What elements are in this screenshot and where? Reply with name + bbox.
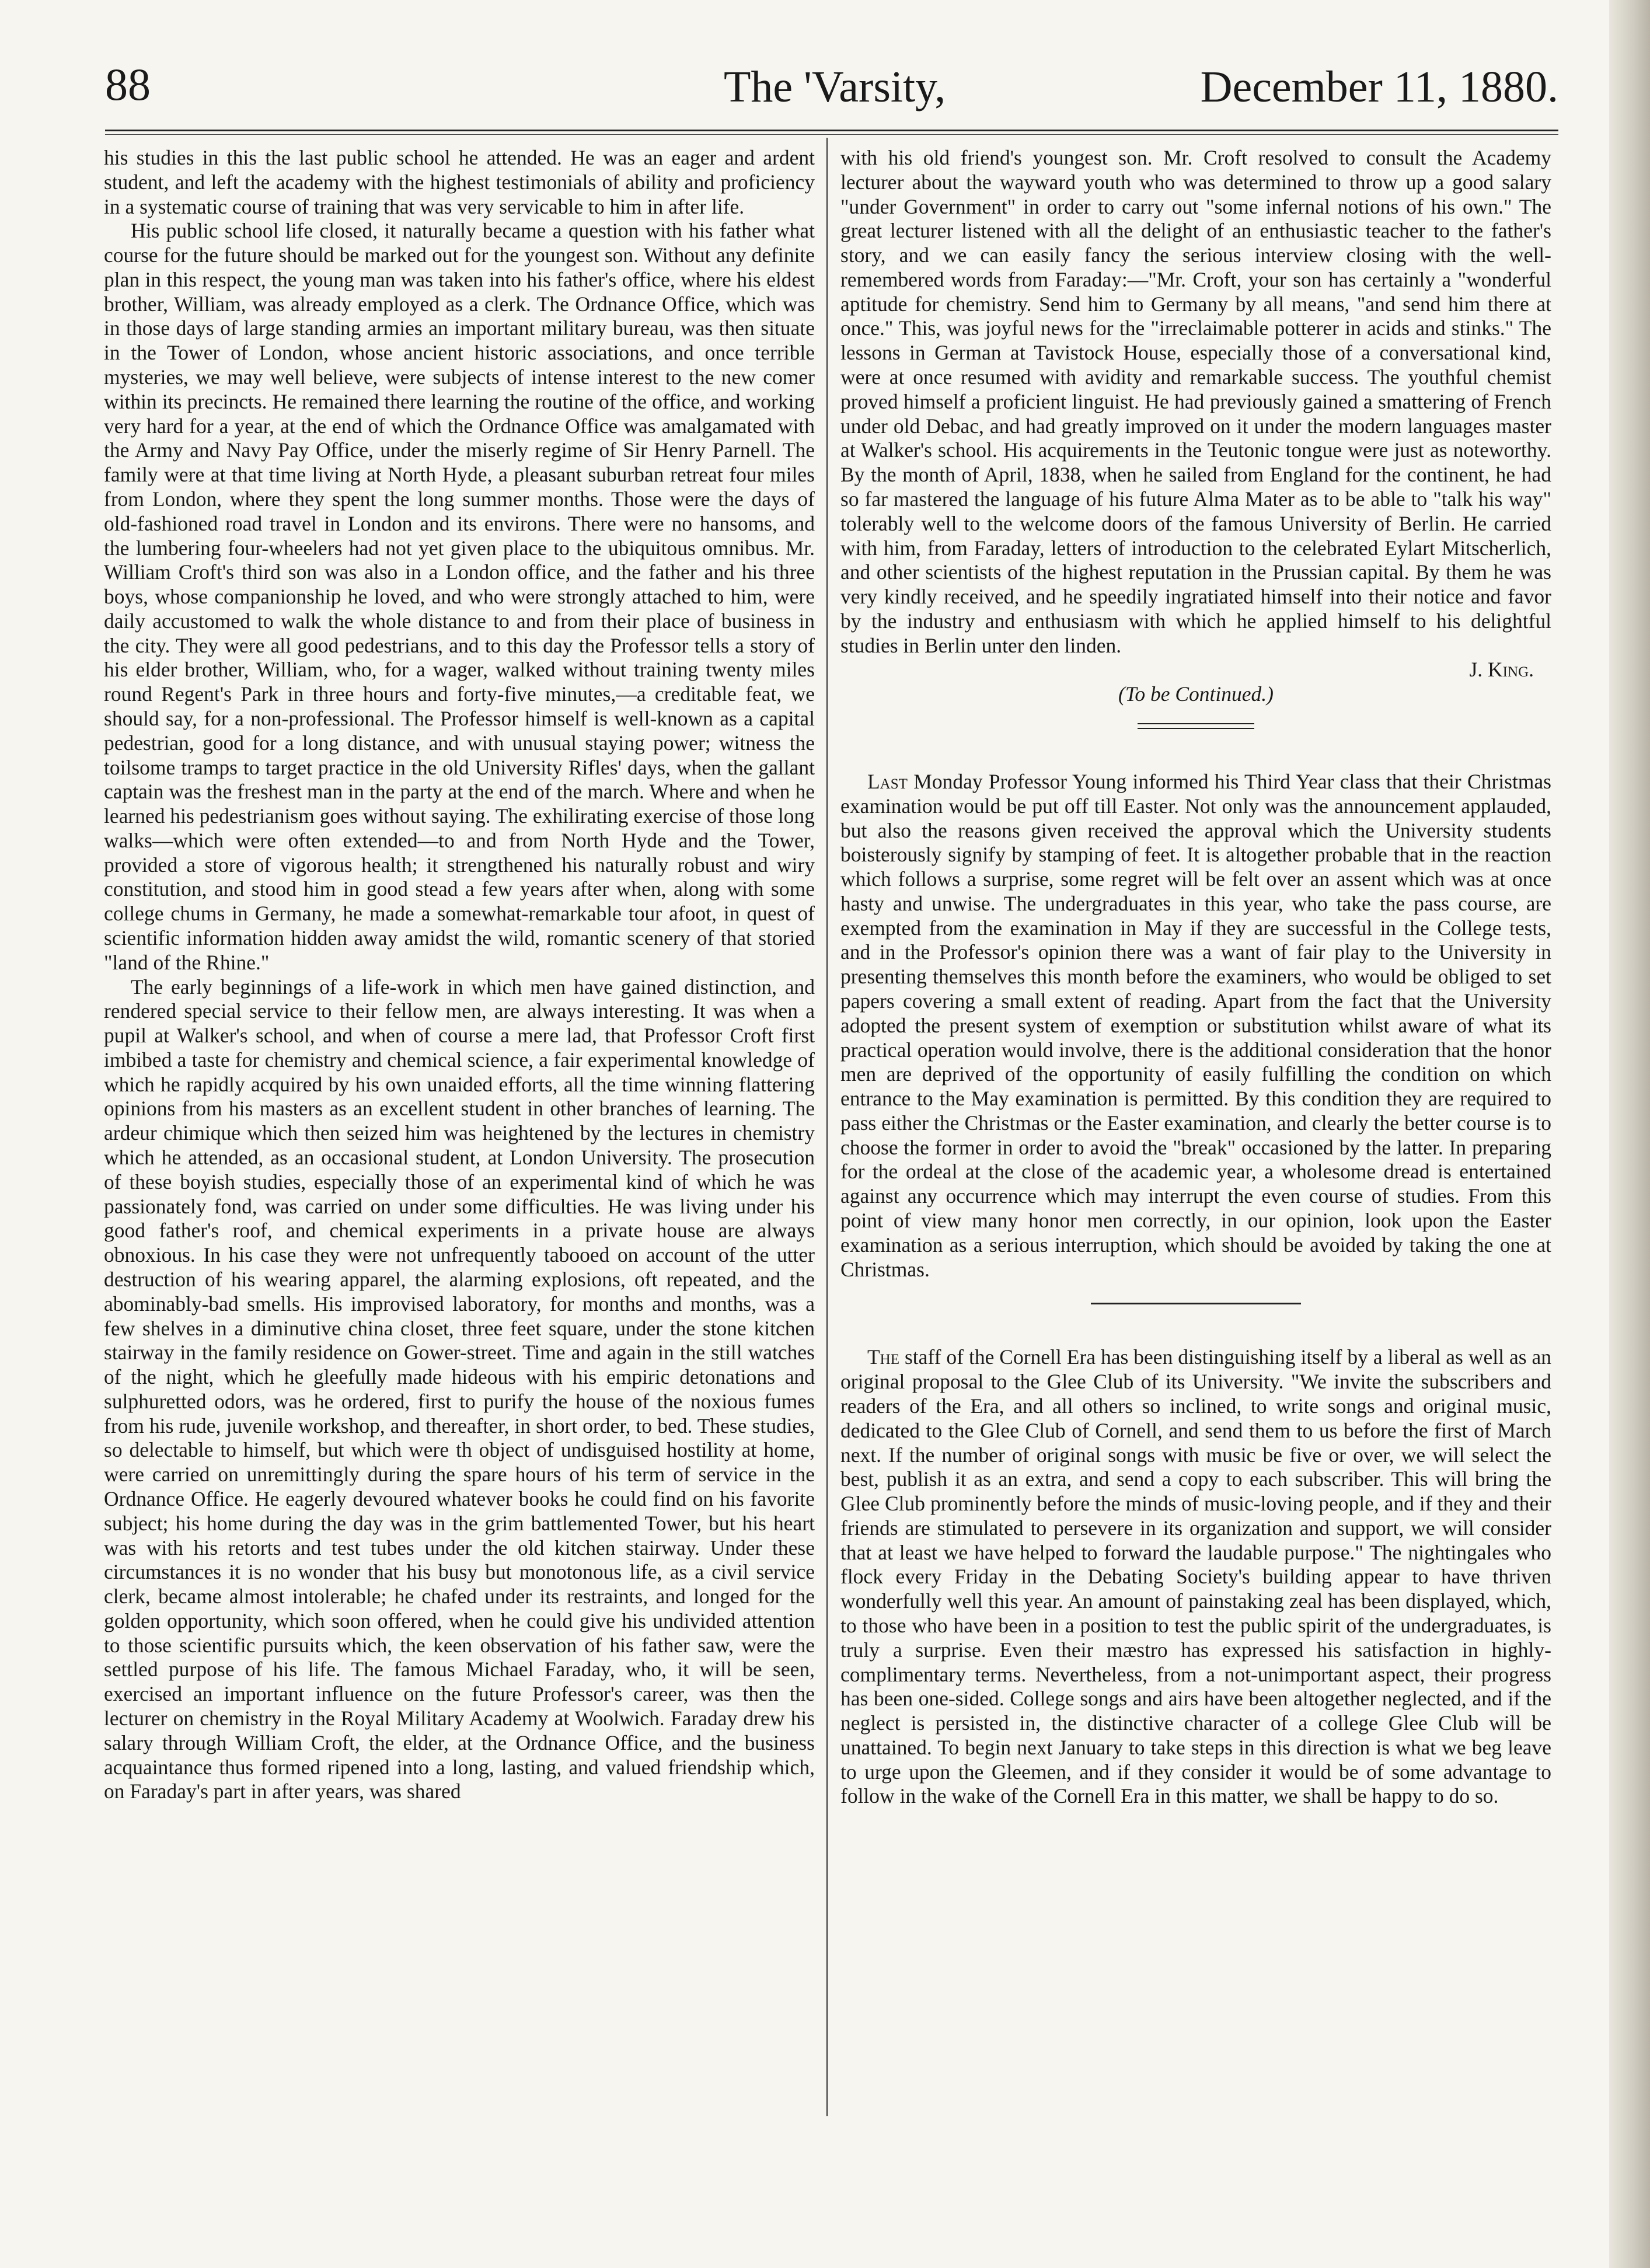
section-divider (1091, 1303, 1301, 1304)
news-item-christmas-exam (840, 770, 1551, 1282)
article-paragraph: His public school life closed, it naturally became a question with his father what course for the future should be marked out for the youngest son. Without any definite plan in this respect, the young man was taken into his father's office, where his eldest brother, William, was already employed as a clerk. The Ordnance Office, which was in those days of large standing armies an important military bureau, was then situate in the Tower of London, whose ancient historic associations, and once terrible mysteries, we may well believe, were subjects of intense interest to the new comer within its precincts. He remained there learning the routine of the office, and working very hard for a year, at the end of which the Ordnance Office was amalgamated with the Army and Navy Pay Office, under the miserly regime of Sir Henry Parnell. The family were at that time living at North Hyde, a pleasant suburban retreat four miles from London, where they spent the long summer months. Those were the days of old-fashioned road travel in London and its environs. There were no hansoms, and the lumbering four-wheelers had not yet given place to the ubiquitous omnibus. Mr. William Croft's third son was also in a London office, and the father and his three boys, whose companionship he loved, and who were strongly attached to him, were daily accustomed to walk the whole distance to and from their place of business in the city. They were all good pedestrians, and to this day the Professor tells a story of his elder brother, William, who, for a wager, walked without training twenty miles round Regent's Park in three hours and forty-five minutes,—a creditable feat, we should say, for a non-professional. The Professor himself is well-known as a capital pedestrian, good for a long distance, and with unusual staying power; witness the toilsome tramps to target practice in the old University Rifles' days, when the gallant captain was the freshest man in the party at the end of the march. Where and when he learned his pedestrianism goes without saying. The exhilirating exercise of those long walks—which were often extended—to and from North Hyde and the Tower, provided a store of vigorous health; it strengthened his naturally robust and wiry constitution, and stood him in good stead a few years after when, along with some college chums in Germany, he made a somewhat-remarkable tour afoot, in quest of scientific information hidden away amidst the wild, romantic scenery of that storied "land of the Rhine." (104, 219, 815, 974)
issue-date: December 11, 1880. (1200, 62, 1558, 111)
item-text: Monday Professor Young informed his Third Year class that their Christmas examination would be put off till Easter. Not only was the announcement applauded, but also the reasons given received the approval which the University students boisterously signify by stamping of feet. It is altogether probable that in the reaction which follows a surprise, some regret will be felt over an assent which was at once hasty and unwise. The undergraduates in this year, who take the pass course, are exempted from the examination in May if they are successful in the College tests, and in the Professor's opinion there was a want of fair play to the University in presenting themselves this month before the examiners, who would be obliged to set papers covering a small extent of reading. Apart from the fact that the University adopted the present system of exemption or substitution whilst aware of what its practical operation would involve, there is the additional consideration that the honor men are deprived of the opportunity of easily fulfilling the condition on which entrance to the May examination is permitted. By this condition they are required to pass either the Christmas or the Easter examination, and clearly the better course is to choose the former in order to avoid the "break" occasioned by the latter. In preparing for the ordeal at the close of the academic year, a wholesome dread is entertained against any occurrence which may interrupt the even course of studies. From this point of view many honor men correctly, in our opinion, look upon the Easter examination as a serious interruption, which should be avoided by taking the one at Christmas. (840, 769, 1551, 1281)
author-signature: J. King. (1469, 658, 1534, 682)
column-divider (826, 138, 828, 2116)
item-text: staff of the Cornell Era has been distinguishing itself by a liberal as well as an original proposal to the Glee Club of its University. "We invite the subscribers and readers of the Era, and all others so inclined, to write songs and original music, dedicated to the Glee Club of Cornell, and send them to us before the first of March next. If the number of original songs with music be five or over, we will select the best, publish it as an extra, and send a copy to each subscriber. This will bring the Glee Club prominently before the minds of music-loving people, and if they and their friends are stimulated to persevere in its organization and support, we will consider that at least we have helped to forward the laudable purpose." The nightingales who flock every Friday in the Debating Society's building appear to have thriven wonderfully well this year. An amount of painstaking zeal has been displayed, which, to those who have been in a position to test the public spirit of the undergraduates, is truly a surprise. Even their mæstro has expressed his satisfaction in highly-complimentary terms. Nevertheless, from a not-unimportant aspect, their progress has been one-sided. College songs and airs have been altogether neglected, and if the neglect is persisted in, the distinctive character of a college Glee Club will be unattained. To begin next January to take steps in this direction is what we beg leave to urge upon the Gleemen, and if they consider it would be of some advantage to follow in the wake of the Cornell Era in this matter, we shall be happy to do so. (840, 1345, 1551, 1808)
header-rule (105, 130, 1558, 135)
left-column (104, 146, 815, 1804)
section-divider (1138, 723, 1254, 729)
publication-title: The 'Varsity, (724, 62, 946, 111)
page-edge-shadow (1609, 0, 1650, 2268)
page-number: 88 (105, 59, 151, 110)
right-column (840, 146, 1551, 1809)
news-item-cornell-era (840, 1345, 1551, 1809)
item-lead-word: Last (867, 769, 908, 793)
article-paragraph: with his old friend's youngest son. Mr. Croft resolved to consult the Academy lecturer about the wayward youth who was determined to throw up a good salary "under Government" in order to carry out "some infernal notions of his own." The great lecturer listened with all the delight of an enthusiastic teacher to the father's story, and we can easily fancy the serious interview closing with the well-remembered words from Faraday:—"Mr. Croft, your son has certainly a "wonderful aptitude for chemistry. Send him to Germany by all means, "and send him there at once." This, was joyful news for the "irreclaimable potterer in acids and stinks." The lessons in German at Tavistock House, especially those of a conversational kind, were at once resumed with avidity and remarkable success. The youthful chemist proved himself a proficient linguist. He had previously gained a smattering of French under old Debac, and had greatly improved on it under the modern languages master at Walker's school. His acquirements in the Teutonic tongue were just as noteworthy. By the month of April, 1838, when he sailed from England for the continent, he had so far mastered the language of his future Alma Mater as to be able to "talk his way" tolerably well to the welcome doors of the famous University of Berlin. He carried with him, from Faraday, letters of introduction to the celebrated Eylart Mitscherlich, and other scientists of the highest reputation in the Prussian capital. By them he was very kindly received, and he speedily ingratiated himself into their notice and favor by the industry and enthusiasm with which he applied himself to his delightful studies in Berlin unter den linden. (840, 146, 1551, 657)
item-lead-word: The (867, 1345, 900, 1369)
article-paragraph: his studies in this the last public school he attended. He was an eager and ardent student, and left the academy with the highest testimonials of ability and proficiency in a systematic course of training that was very servicable to him in after life. (104, 146, 815, 218)
continued-note: (To be Continued.) (1118, 682, 1274, 706)
page-header (105, 58, 1558, 123)
article-paragraph: The early beginnings of a life-work in which men have gained distinction, and rendered special service to their fellow men, are always interesting. It was when a pupil at Walker's school, and when of course a mere lad, that Professor Croft first imbibed a taste for chemistry and chemical science, a fair experimental knowledge of which he rapidly acquired by his own unaided efforts, all the time winning flattering opinions from his masters as an excellent student in other branches of learning. The ardeur chimique which then seized him was heightened by the lectures in chemistry which he attended, as an occasional student, at London University. The prosecution of these boyish studies, especially those of an experimental kind of which he was passionately fond, was carried on under some difficulties. He was living under his good father's roof, and chemical experiments in a private house are always obnoxious. In his case they were not unfrequently tabooed on account of the utter destruction of his wearing apparel, the alarming explosions, oft repeated, and the abominably-bad smells. His improvised laboratory, for months and months, was a few shelves in a diminutive china closet, three feet square, under the stone kitchen stairway in the family residence on Gower-street. Time and again in the still watches of the night, which he gleefully made hideous with his empiric detonations and sulphuretted odors, was he ordered, first to purify the house of the noxious fumes from his rude, juvenile workshop, and thereafter, in short order, to bed. These studies, so delectable to himself, but which were th object of undisguised hostility at home, were carried on unremittingly during the spare hours of his term of service in the Ordnance Office. He eagerly devoured whatever books he could find on his favorite subject; his home during the day was in the grim battlemented Tower, but his heart was with his retorts and test tubes under the old kitchen stairway. Under these circumstances it is no wonder that his busy but monotonous life, as a civil service clerk, became almost intolerable; he chafed under its restraints, and longed for the golden opportunity, which soon offered, when he could give his undivided attention to those scientific pursuits which, the keen observation of his father saw, were the settled purpose of his life. The famous Michael Faraday, who, it will be seen, exercised an important influence on the future Professor's career, was then the lecturer on chemistry in the Royal Military Academy at Woolwich. Faraday drew his salary through William Croft, the elder, at the Ordnance Office, and the business acquaintance thus formed ripened into a long, lasting, and valued friendship which, on Faraday's part in after years, was shared (104, 975, 815, 1803)
